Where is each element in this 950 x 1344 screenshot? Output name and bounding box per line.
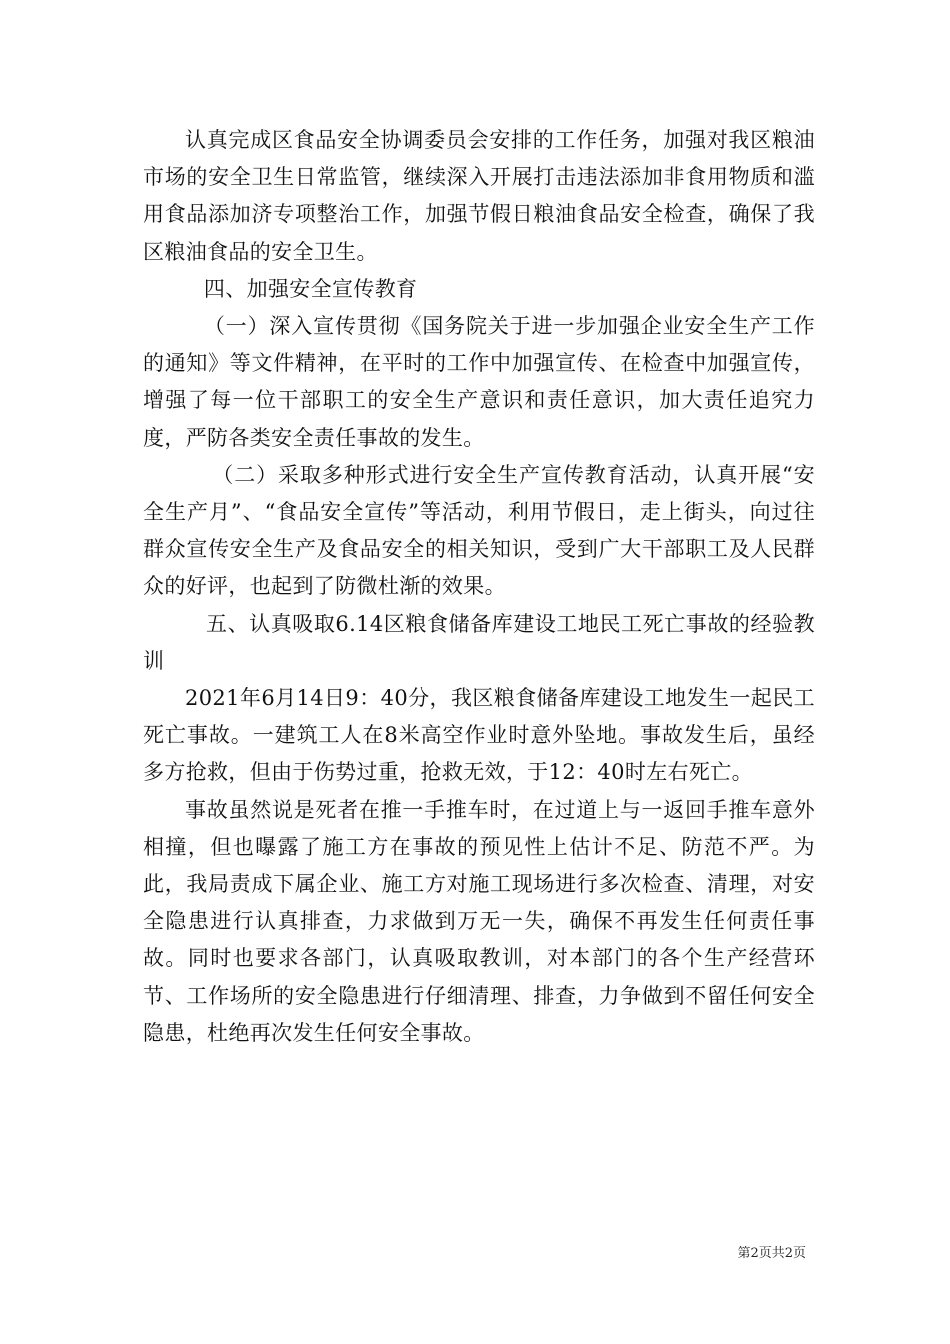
page-number-footer: 第2页共2页 — [737, 1246, 806, 1261]
paragraph-education-item-2: （二）采取多种形式进行安全生产宣传教育活动，认真开展“安全生产月”、“食品安全宣传”等活动，利用节假日，走上街头，向过往群众宣传安全生产及食品安全的相关知识，受到广大干部职工及人民群众的好评，也起到了防微杜渐的效果。 — [143, 462, 815, 599]
section-heading-safety-education: 四、加强安全宣传教育 — [203, 276, 418, 301]
paragraph-accident-description: 2021年6月14日9：40分，我区粮食储备库建设工地发生一起民工死亡事故。一建筑工人在8米高空作业时意外坠地。事故发生后，虽经多方抢救，但由于伤势过重，抢救无效，于12：40时左右死亡。 — [143, 686, 815, 785]
paragraph-accident-lessons: 事故虽然说是死者在推一手推车时，在过道上与一返回手推车意外相撞，但也曝露了施工方在事故的预见性上估计不足、防范不严。为此，我局责成下属企业、施工方对施工现场进行多次检查、清理，对安全隐患进行认真排查，力求做到万无一失，确保不再发生任何责任事故。同时也要求各部门，认真吸取教训，对本部门的各个生产经营环节、工作场所的安全隐患进行仔细清理、排查，力争做到不留任何安全隐患，杜绝再次发生任何安全事故。 — [143, 797, 815, 1045]
paragraph-food-safety-work: 认真完成区食品安全协调委员会安排的工作任务，加强对我区粮油市场的安全卫生日常监管，继续深入开展打击违法添加非食用物质和滥用食品添加济专项整治工作，加强节假日粮油食品安全检查，确保了我区粮油食品的安全卫生。 — [143, 128, 815, 264]
section-heading-accident-lessons: 五、认真吸取6.14区粮食储备库建设工地民工死亡事故的经验教训 — [143, 611, 815, 673]
paragraph-education-item-1: （一）深入宣传贯彻《国务院关于进一步加强企业安全生产工作的通知》等文件精神，在平时的工作中加强宣传、在检查中加强宣传，增强了每一位干部职工的安全生产意识和责任意识，加大责任追究力度，严防各类安全责任事故的发生。 — [143, 314, 815, 450]
document-body — [143, 122, 815, 1052]
